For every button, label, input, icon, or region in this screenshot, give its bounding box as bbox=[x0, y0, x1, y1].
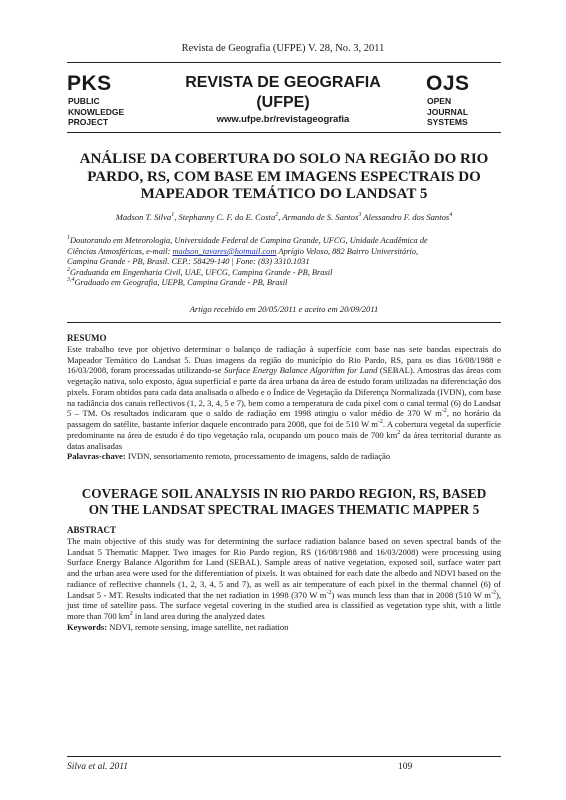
pks-line-public: PUBLIC bbox=[68, 96, 100, 106]
pks-logo: PKS bbox=[67, 72, 112, 95]
palavras-chave-list: IVDN, sensoriamento remoto, processamento de imagens, saldo de radiação bbox=[125, 451, 391, 462]
resumo-p1: Este trabalho teve por objetivo determinar o balanço de radiação à superfície com base nas sete bandas espectrais do Mapeador Temático do Landsat 5. Duas imagens da região do município do Rio Pardo, RS, para os dias 16/08/1988 e 16/03/2008, foram processadas utilizando-se bbox=[67, 343, 501, 376]
abstract-sup-3: 2 bbox=[129, 611, 133, 618]
ojs-line-systems: SYSTEMS bbox=[427, 117, 468, 127]
resumo-p2: (SEBAL). Amostras das áreas com vegetação nativa, solo exposto, água superficial e parte da área urbana da área de estudo foram utilizadas na diferenciação dos pixels. Foram obtidos para cada data analisada o albedo e o Índice de Vegetação da Diferença Normalizada (IVDN), com base na radiância dos canais reflectivos (1, 2, 3, 4, 5 e 7), bem como a temperatura de cada pixel com o canal termal (6) do Landsat 5 – TM. Os resultados indicaram que o saldo de radiação em 1998 atingiu o valor médio de 370 W m bbox=[67, 365, 502, 419]
article-title-pt bbox=[67, 151, 501, 204]
title-en-line-2: ON THE LANDSAT SPECTRAL IMAGES THEMATIC MAPPER 5 bbox=[88, 502, 480, 517]
resumo-p5: da área territorial durante as datas analisadas bbox=[67, 429, 501, 451]
palavras-chave-label: Palavras-chave: bbox=[67, 451, 126, 462]
author-2: , Stephanny C. F. do E. Costa bbox=[174, 212, 276, 222]
section-divider bbox=[67, 322, 501, 323]
abstract-section bbox=[67, 525, 501, 633]
resumo-section bbox=[67, 333, 501, 462]
journal-url: www.ufpe.br/revistageografia bbox=[216, 114, 350, 125]
resumo-p4: . A cobertura vegetal da superfície predominante na área de estudo é do tipo vegetação rala, ocupando um pouco mais de 700 km bbox=[67, 419, 501, 440]
affiliation-3-text: Graduado em Geografia, UEPB, Campina Grande - PB, Brasil bbox=[74, 278, 288, 288]
resumo-sup-2: -2 bbox=[377, 419, 383, 426]
ojs-line-journal: JOURNAL bbox=[427, 106, 469, 117]
received-date-line: Artigo recebido em 20/05/2011 e aceito em 20/09/2011 bbox=[189, 304, 379, 314]
author-1-mark: 1 bbox=[171, 212, 175, 219]
ojs-logo: OJS bbox=[426, 72, 470, 95]
author-4: Alessandro F. dos Santos bbox=[361, 212, 450, 222]
header-bottom-rule bbox=[67, 132, 501, 133]
resumo-heading: RESUMO bbox=[67, 333, 107, 343]
journal-title-line-1: REVISTA DE GEOGRAFIA bbox=[185, 74, 381, 91]
footer-rule bbox=[67, 756, 501, 757]
author-3: , Armando de S. Santos bbox=[278, 212, 359, 222]
affiliation-2-text: Graduanda em Engenharia Civil, UAE, UFCG, Campina Grande - PB, Brasil bbox=[70, 267, 333, 277]
article-title-en bbox=[67, 486, 501, 518]
journal-citation-line: Revista de Geografia (UFPE) V. 28, No. 3, 2011 bbox=[181, 43, 385, 54]
ojs-logo-subtitle bbox=[427, 96, 468, 128]
affiliation-3 bbox=[67, 278, 501, 289]
abstract-p1: The main objective of this study was for determining the surface radiation balance based on seven spectral bands of the Landsat 5 Thematic Mapper. Two images for Rio Pardo region, RS (16/08/1988 and 16/03/2008) were processing using Surface Energy Balance Algorithm for Land (SEBAL). Sample areas of native vegetation, exposed soil, surface water part and the urban area were used for the differentiation of pixels. It was obtained for each date the albedo and NDVI based on the radiance of reflective channels (1, 2, 3, 4, 5 and 7), as well as air temperature of each pixel in the thermal channel (6) of Landsat 5 - MT. Results indicated that the net radiation in 1998 (370 W m bbox=[67, 535, 501, 600]
affiliation-1-cont-text: Ciências Atmosféricas, e-mail: bbox=[67, 246, 173, 256]
resumo-text bbox=[67, 344, 501, 452]
author-2-mark: 2 bbox=[275, 212, 279, 219]
abstract-p3: ), just time of satellite pass. The surface vegetal covering in the studied area is classified as vegetation type shit, with a little more than 700 km bbox=[67, 589, 501, 621]
title-pt-line-2: PARDO, RS, COM BASE EM IMAGENS ESPECTRAIS DO bbox=[87, 168, 481, 185]
affiliations bbox=[67, 236, 501, 289]
title-en-line-1: COVERAGE SOIL ANALYSIS IN RIO PARDO REGION, RS, BASED bbox=[81, 486, 487, 501]
header-top-rule bbox=[67, 62, 501, 63]
affiliation-1-city: Campina Grande - PB, Brasil. CEP.: 58429-140 | Fone: (83) 3310.1031 bbox=[67, 257, 310, 267]
keywords-list: NDVI, remote sensing, image satellite, net radiation bbox=[107, 621, 289, 632]
abstract-p2: ) was munch less than that in 2008 (510 W m bbox=[331, 589, 491, 600]
resumo-sup-3: 2 bbox=[397, 429, 401, 436]
keywords bbox=[67, 622, 501, 633]
keywords-label: Keywords: bbox=[67, 621, 108, 632]
author-4-mark: 4 bbox=[449, 212, 453, 219]
author-list bbox=[67, 212, 501, 222]
abstract-sup-1: -2 bbox=[326, 589, 332, 596]
affiliation-1-mark: 1 bbox=[67, 235, 70, 242]
abstract-p4: in land area during the analyzed dates bbox=[132, 611, 265, 621]
abstract-text bbox=[67, 536, 501, 622]
title-pt-line-3: MAPEADOR TEMÁTICO DO LANDSAT 5 bbox=[140, 186, 428, 202]
journal-title-line-2: (UFPE) bbox=[256, 94, 310, 111]
affiliation-1 bbox=[67, 236, 501, 247]
affiliation-3-mark: 3,4 bbox=[67, 277, 75, 284]
affiliation-1-cont bbox=[67, 247, 501, 258]
affiliation-1-address: Aprígio Veloso, 882 Bairro Universitário, bbox=[276, 246, 419, 256]
ojs-line-open: OPEN bbox=[427, 96, 452, 106]
page-number: 109 bbox=[398, 762, 413, 772]
journal-title bbox=[150, 73, 416, 113]
abstract-sup-2: -2 bbox=[490, 589, 496, 596]
affiliation-2 bbox=[67, 268, 501, 279]
resumo-p3: , no horário da passagem do satélite, bastante inferior daquele encontrado para 2008, que foi de 510 W m bbox=[67, 408, 501, 429]
pks-line-project: PROJECT bbox=[68, 117, 109, 127]
author-1: Madson T. Silva bbox=[115, 212, 172, 222]
affiliation-2-mark: 2 bbox=[67, 266, 70, 273]
footer-citation: Silva et al. 2011 bbox=[67, 762, 129, 772]
affiliation-1-text: Doutorando em Meteorologia, Universidade Federal de Campina Grande, UFCG, Unidade Acadêmica de bbox=[70, 236, 428, 245]
pks-line-knowledge: KNOWLEDGE bbox=[68, 106, 125, 117]
palavras-chave bbox=[67, 451, 501, 462]
resumo-italic-term: Surface Energy Balance Algorithm for Land bbox=[223, 365, 378, 376]
title-pt-line-1: ANÁLISE DA COBERTURA DO SOLO NA REGIÃO DO RIO bbox=[79, 151, 489, 167]
pks-logo-subtitle bbox=[68, 96, 124, 128]
author-email-link[interactable]: madson_tavares@hotmail.com bbox=[172, 246, 277, 256]
author-3-mark: 3 bbox=[358, 212, 362, 219]
resumo-sup-1: -2 bbox=[441, 408, 447, 415]
abstract-heading: ABSTRACT bbox=[67, 525, 117, 535]
